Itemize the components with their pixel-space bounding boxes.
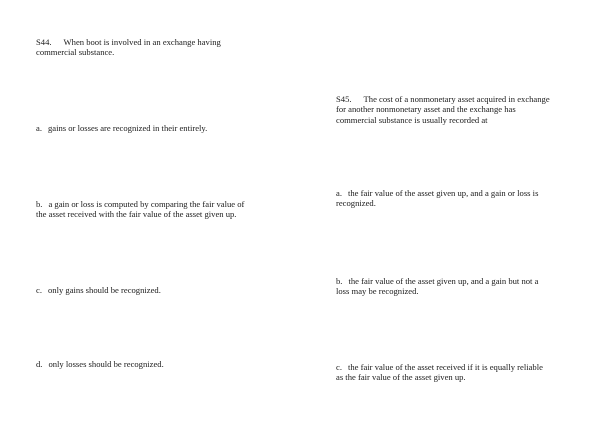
option-text: only gains should be recognized. — [47, 285, 161, 295]
option-text: a gain or loss is computed by comparing the fair value of — [48, 199, 245, 209]
question-stem-line: The cost of a nonmonetary asset acquired in exchange — [363, 94, 550, 104]
question-stem-line: for another nonmonetary asset and the exchange has — [336, 104, 516, 115]
option-letter: b. — [36, 199, 43, 209]
option-text: as the fair value of the asset given up. — [336, 372, 466, 383]
option-d — [36, 359, 164, 369]
option-letter: c. — [336, 362, 342, 372]
question-stem-line: commercial substance is usually recorded at — [336, 114, 488, 125]
option-text: the asset received with the fair value of the asset given up. — [36, 209, 237, 220]
question-number: S44. — [36, 37, 52, 47]
option-b — [36, 199, 244, 220]
option-text: loss may be recognized. — [336, 286, 419, 297]
question-s45-stem — [336, 94, 550, 125]
option-letter: a. — [336, 188, 342, 198]
option-letter: d. — [36, 359, 43, 369]
option-b — [336, 276, 538, 297]
option-text: recognized. — [336, 198, 376, 209]
option-text: the fair value of the asset received if it is equally reliable — [347, 362, 543, 372]
question-stem-line: commercial substance. — [36, 47, 115, 58]
option-text: only losses should be recognized. — [48, 359, 164, 369]
option-c — [36, 285, 161, 295]
question-number: S45. — [336, 94, 352, 104]
option-text: the fair value of the asset given up, and a gain or loss is — [347, 188, 539, 198]
option-letter: c. — [36, 285, 42, 295]
option-text: the fair value of the asset given up, and a gain but not a — [348, 276, 539, 286]
option-c — [336, 362, 543, 383]
option-letter: a. — [36, 123, 42, 133]
question-stem-line: When boot is involved in an exchange having — [63, 37, 221, 47]
question-s44-stem — [36, 37, 221, 58]
option-text: gains or losses are recognized in their entirely. — [47, 123, 208, 133]
option-letter: b. — [336, 276, 343, 286]
option-a — [36, 123, 207, 133]
option-a — [336, 188, 538, 209]
